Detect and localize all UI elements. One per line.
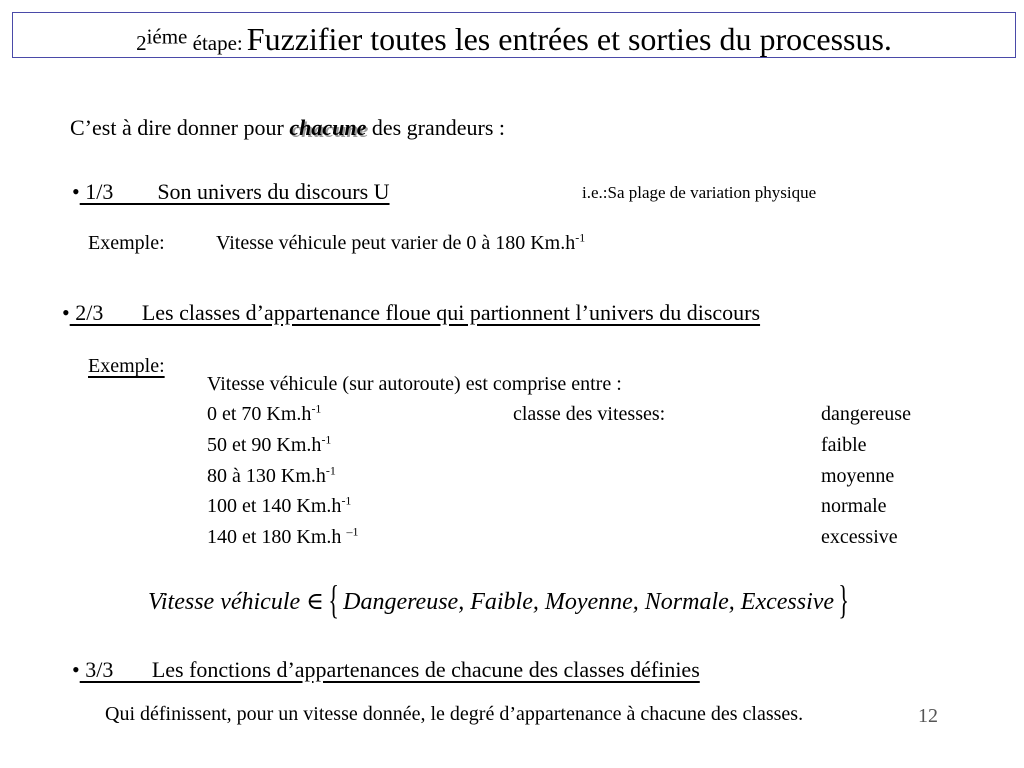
speed-range-row: [207, 495, 351, 518]
item3-heading: [72, 657, 700, 683]
step-number: 2: [136, 31, 147, 55]
membership-formula: [148, 576, 853, 623]
item2-intro-line: Vitesse véhicule (sur autoroute) est comprise entre :: [207, 373, 622, 395]
item1-example-text: [216, 232, 585, 255]
item2-bullet: •: [62, 300, 70, 325]
speed-range: 140 et 180 Km.h: [207, 526, 347, 548]
formula-lhs: Vitesse véhicule: [148, 589, 307, 615]
formula-open-brace: {: [328, 577, 339, 622]
slide-title-box: [12, 12, 1016, 58]
slide-title: [13, 21, 1015, 58]
element-of-symbol: ∈: [306, 589, 324, 615]
intro-line: [70, 115, 505, 141]
speed-class: moyenne: [821, 465, 895, 487]
speed-range: 0 et 70 Km.h: [207, 403, 312, 425]
speed-range: 80 à 130 Km.h: [207, 465, 326, 487]
item1-heading: [72, 179, 390, 205]
item2-heading: [62, 300, 760, 326]
item3-heading-text: 3/3 Les fonctions d’appartenances de chacune des classes définies: [79, 657, 700, 682]
item1-example-body: Vitesse véhicule peut varier de 0 à 180 Km.h: [216, 232, 576, 254]
speed-range-row: [207, 403, 321, 426]
speed-class: normale: [821, 495, 887, 517]
item3-description: Qui définissent, pour un vitesse donnée, le degré d’appartenance à chacune des classes.: [105, 703, 804, 725]
formula-close-brace: }: [838, 577, 849, 622]
page-number: 12: [918, 705, 938, 727]
item1-example-sup: -1: [575, 230, 586, 245]
item2-example-label: Exemple:: [88, 355, 165, 377]
step-label: étape:: [187, 31, 243, 55]
speed-range-row: [207, 434, 331, 457]
title-heading: Fuzzifier toutes les entrées et sorties du processus.: [246, 21, 892, 57]
speed-range-sup: -1: [311, 401, 322, 416]
step-superscript: iéme: [146, 24, 188, 49]
item3-bullet: •: [72, 657, 80, 682]
speed-class: dangereuse: [821, 403, 911, 425]
speed-class: excessive: [821, 526, 898, 548]
speed-range-row: [207, 465, 336, 488]
item2-heading-text: 2/3 Les classes d’appartenance floue qui partionnent l’univers du discours: [69, 300, 761, 325]
item1-heading-text: 1/3 Son univers du discours U: [79, 179, 390, 204]
intro-after: des grandeurs :: [366, 115, 506, 140]
item1-bullet: •: [72, 179, 80, 204]
speed-range: 100 et 140 Km.h: [207, 495, 342, 517]
intro-emphasis: chacune: [289, 115, 367, 140]
speed-range-sup: –1: [346, 524, 359, 539]
item1-note: i.e.:Sa plage de variation physique: [582, 183, 817, 202]
speed-range: 50 et 90 Km.h: [207, 434, 322, 456]
speed-range-sup: -1: [325, 463, 336, 478]
speed-range-sup: -1: [321, 432, 332, 447]
classes-label: classe des vitesses:: [513, 403, 666, 425]
speed-range-sup: -1: [341, 493, 352, 508]
formula-set: Dangereuse, Faible, Moyenne, Normale, Excessive: [343, 589, 835, 615]
intro-before: C’est à dire donner pour: [70, 115, 290, 140]
item1-example-label: Exemple:: [88, 232, 165, 254]
speed-class: faible: [821, 434, 867, 456]
speed-range-row: [207, 526, 358, 549]
